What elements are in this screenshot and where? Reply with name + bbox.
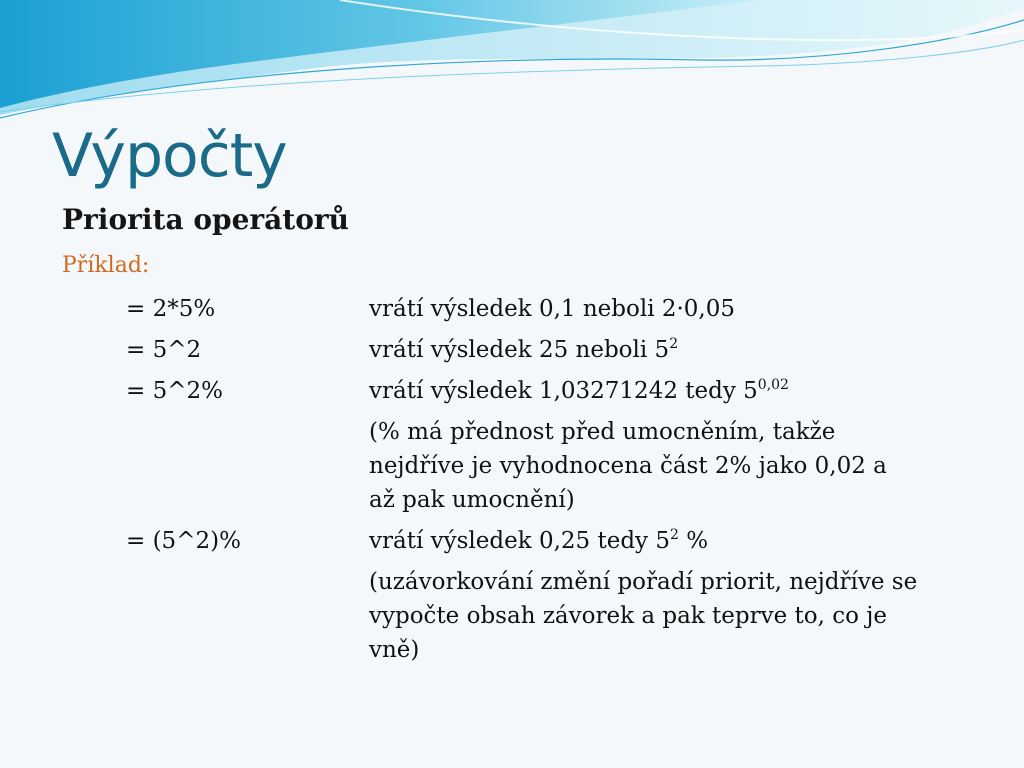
formula-result: vrátí výsledek 0,1 neboli 2·0,05 — [369, 296, 736, 322]
formula-result: vrátí výsledek 0,25 tedy $5^2$ % — [369, 527, 709, 554]
formula-note-line: až pak umocnění) — [369, 487, 575, 513]
formula-result: vrátí výsledek 1,03271242 tedy 5$^{0,02}$ — [369, 377, 789, 404]
example-label: Příklad: — [62, 253, 150, 278]
formula-note-line: vně) — [369, 637, 420, 663]
formula-note-line: (% má přednost před umocněním, takže — [369, 419, 836, 445]
header-wave-decoration — [0, 0, 1024, 130]
slide-title: Výpočty — [52, 121, 287, 191]
exponent: 2 — [670, 527, 679, 543]
formula-note-line: nejdříve je vyhodnocena část 2% jako 0,02 a — [369, 453, 887, 479]
slide-subtitle: Priorita operátorů — [62, 203, 350, 236]
formula-expression: = 5^2% — [126, 378, 223, 404]
exponent: 0,02 — [757, 377, 789, 393]
formula-expression: = (5^2)% — [126, 528, 241, 554]
formula-result: vrátí výsledek 25 neboli $5^2$ — [369, 336, 679, 363]
formula-note-line: (uzávorkování změní pořadí priorit, nejdříve se — [369, 569, 918, 595]
formula-expression: = 2*5% — [126, 296, 216, 322]
exponent: 2 — [669, 336, 679, 352]
formula-expression: = 5^2 — [126, 337, 202, 363]
formula-note-line: vypočte obsah závorek a pak teprve to, co je — [369, 603, 888, 629]
